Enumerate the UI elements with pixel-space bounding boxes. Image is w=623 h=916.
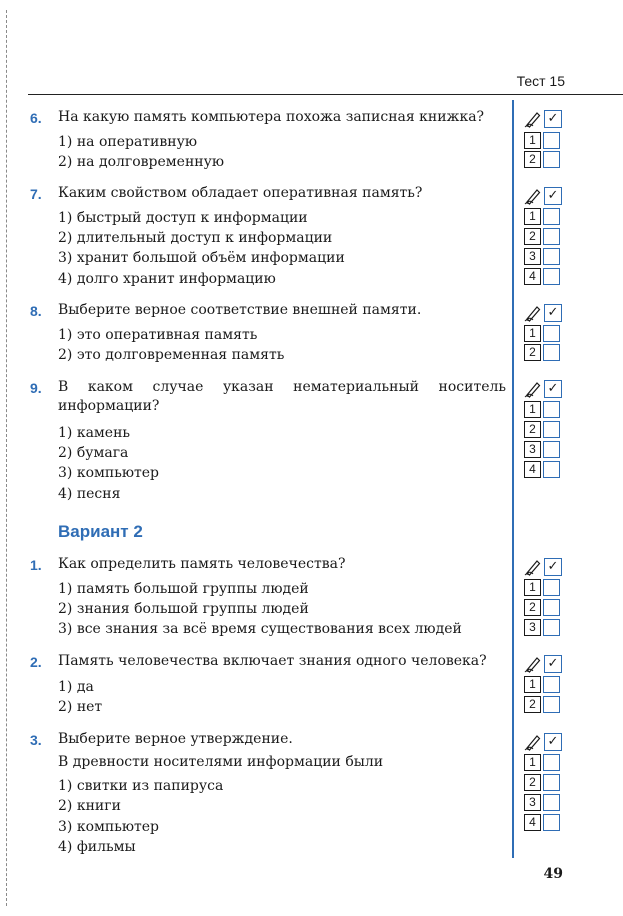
answer-grid-header (524, 110, 564, 128)
answer-option: 2) бумага (58, 445, 129, 461)
answer-box[interactable] (543, 461, 560, 478)
question-text: Выберите верное утверждение. (58, 731, 293, 747)
answer-box[interactable] (543, 132, 560, 149)
answer-row (524, 401, 564, 418)
answer-option: 2) знания большой группы людей (58, 601, 309, 617)
question-number: 8. (30, 303, 42, 319)
question-number: 2. (30, 654, 42, 670)
answer-row (524, 325, 564, 342)
answer-grid-header (524, 655, 564, 673)
question-text: Каким свойством обладает оперативная память? (58, 185, 423, 201)
answer-row (524, 248, 564, 265)
question-text: Память человечества включает знания одного человека? (58, 653, 487, 669)
answer-number: 3 (524, 794, 541, 811)
answer-box[interactable] (543, 228, 560, 245)
question-text: В каком случае указан нематериальный носитель информации? (58, 379, 506, 414)
answer-row (524, 619, 564, 636)
answer-number: 1 (524, 676, 541, 693)
answer-box[interactable] (543, 344, 560, 361)
question-text: Как определить память человечества? (58, 556, 346, 572)
answer-number: 3 (524, 248, 541, 265)
question-number: 6. (30, 110, 42, 126)
answer-option: 3) хранит большой объём информации (58, 250, 345, 266)
answer-option: 2) нет (58, 699, 103, 715)
answer-grid-header (524, 304, 564, 322)
answer-box[interactable] (543, 248, 560, 265)
answer-number: 2 (524, 774, 541, 791)
answer-box[interactable] (543, 325, 560, 342)
answer-box[interactable] (543, 151, 560, 168)
answer-box[interactable] (543, 208, 560, 225)
pencil-icon (524, 110, 542, 128)
answer-grid-header (524, 733, 564, 751)
answer-row (524, 676, 564, 693)
pencil-icon (524, 733, 542, 751)
answer-box[interactable] (543, 268, 560, 285)
answer-option: 1) на оперативную (58, 134, 198, 150)
answer-option: 3) компьютер (58, 465, 160, 481)
answer-option: 4) песня (58, 486, 121, 502)
answer-number: 1 (524, 132, 541, 149)
answer-number: 3 (524, 619, 541, 636)
answer-box[interactable] (543, 599, 560, 616)
answer-box[interactable] (543, 794, 560, 811)
answer-row (524, 814, 564, 831)
answer-box[interactable] (543, 754, 560, 771)
answer-option: 4) фильмы (58, 839, 136, 855)
page-number: 49 (543, 866, 563, 882)
check-box: ✓ (544, 558, 562, 576)
check-box: ✓ (544, 655, 562, 673)
question-number: 9. (30, 380, 42, 396)
question-number: 1. (30, 557, 42, 573)
answer-row (524, 579, 564, 596)
answer-box[interactable] (543, 774, 560, 791)
answer-number: 4 (524, 814, 541, 831)
check-box: ✓ (544, 733, 562, 751)
answer-row (524, 599, 564, 616)
question-text: Выберите верное соответствие внешней памяти. (58, 302, 422, 318)
answer-row (524, 344, 564, 361)
answer-box[interactable] (543, 579, 560, 596)
answer-option: 2) на долговременную (58, 154, 225, 170)
pencil-icon (524, 304, 542, 322)
answer-box[interactable] (543, 814, 560, 831)
answer-grid-header (524, 187, 564, 205)
answer-row (524, 132, 564, 149)
answer-option: 2) книги (58, 798, 121, 814)
pencil-icon (524, 558, 542, 576)
question-subtext: В древности носителями информации были (58, 754, 384, 770)
answer-number: 1 (524, 754, 541, 771)
answer-row (524, 461, 564, 478)
answer-grid-header (524, 380, 564, 398)
answer-option: 3) компьютер (58, 819, 160, 835)
pencil-icon (524, 187, 542, 205)
question-number: 7. (30, 186, 42, 202)
answer-option: 1) да (58, 679, 94, 695)
check-box: ✓ (544, 304, 562, 322)
answer-number: 2 (524, 421, 541, 438)
answer-row (524, 794, 564, 811)
answer-option: 2) длительный доступ к информации (58, 230, 333, 246)
answer-number: 1 (524, 325, 541, 342)
answer-number: 1 (524, 579, 541, 596)
question-number: 3. (30, 732, 42, 748)
header-rule (28, 94, 623, 95)
answer-row (524, 228, 564, 245)
answer-number: 4 (524, 268, 541, 285)
answer-number: 2 (524, 696, 541, 713)
check-box: ✓ (544, 110, 562, 128)
test-label: Тест 15 (516, 73, 565, 89)
answer-box[interactable] (543, 441, 560, 458)
answer-number: 1 (524, 401, 541, 418)
answer-number: 1 (524, 208, 541, 225)
answer-option: 2) это долговременная память (58, 347, 285, 363)
answer-row (524, 754, 564, 771)
answer-number: 2 (524, 344, 541, 361)
answer-option: 4) долго хранит информацию (58, 271, 276, 287)
answer-number: 4 (524, 461, 541, 478)
pencil-icon (524, 655, 542, 673)
answer-number: 2 (524, 151, 541, 168)
answer-number: 2 (524, 228, 541, 245)
answer-box[interactable] (543, 421, 560, 438)
answer-box[interactable] (543, 696, 560, 713)
answer-row (524, 441, 564, 458)
answer-option: 1) свитки из папируса (58, 778, 224, 794)
answer-row (524, 774, 564, 791)
answer-row (524, 696, 564, 713)
answer-option: 1) это оперативная память (58, 327, 258, 343)
answer-option: 1) память большой группы людей (58, 581, 309, 597)
cut-line (6, 10, 7, 906)
answer-row (524, 421, 564, 438)
pencil-icon (524, 380, 542, 398)
answer-row (524, 208, 564, 225)
answer-number: 2 (524, 599, 541, 616)
check-box: ✓ (544, 187, 562, 205)
answer-number: 3 (524, 441, 541, 458)
question-text: На какую память компьютера похожа записная книжка? (58, 109, 485, 125)
variant-heading: Вариант 2 (58, 522, 143, 541)
answer-column-rule (512, 100, 514, 858)
check-box: ✓ (544, 380, 562, 398)
answer-grid-header (524, 558, 564, 576)
answer-box[interactable] (543, 619, 560, 636)
answer-row (524, 151, 564, 168)
answer-option: 3) все знания за всё время существования всех людей (58, 621, 462, 637)
answer-box[interactable] (543, 401, 560, 418)
answer-box[interactable] (543, 676, 560, 693)
answer-option: 1) быстрый доступ к информации (58, 210, 308, 226)
answer-option: 1) камень (58, 425, 131, 441)
answer-row (524, 268, 564, 285)
